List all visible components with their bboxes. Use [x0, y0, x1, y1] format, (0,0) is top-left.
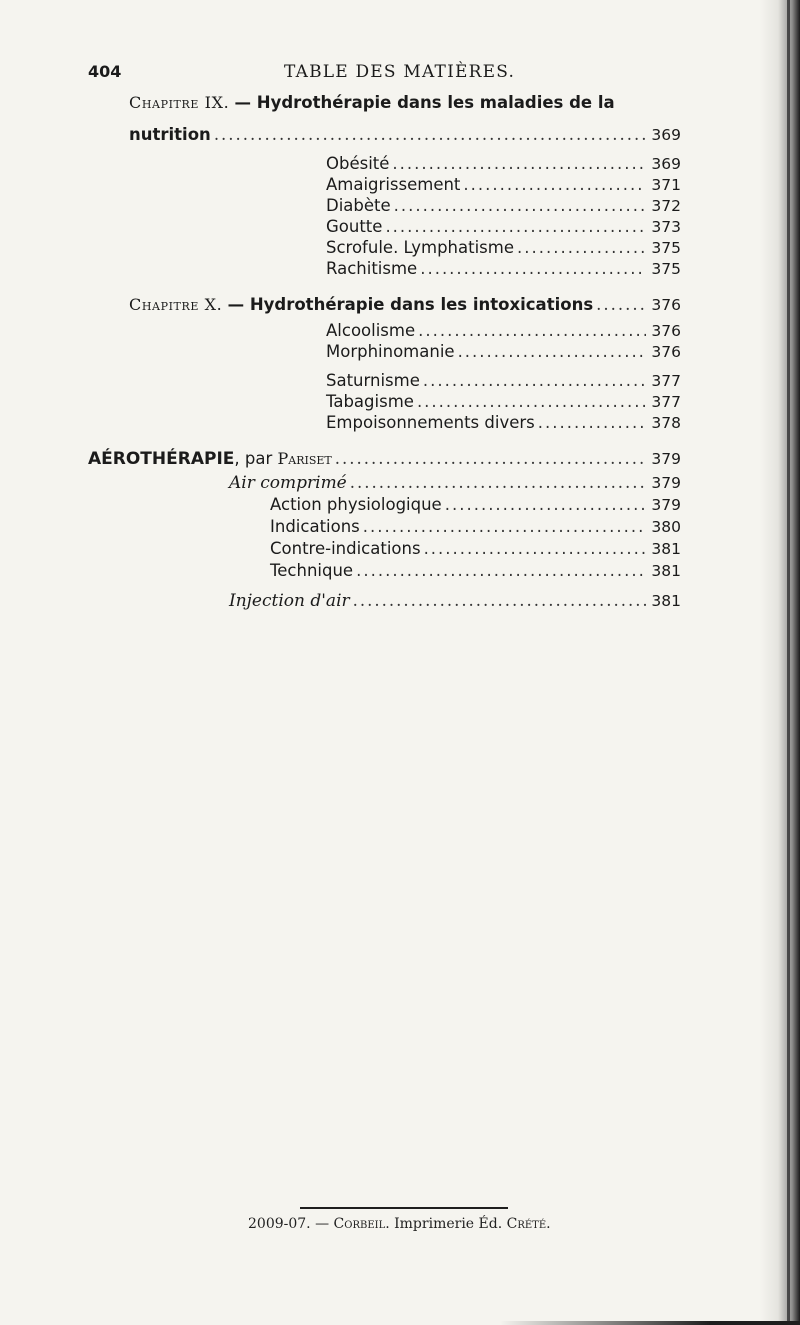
entry-label: Indications [270, 517, 360, 536]
toc-entry[interactable] [326, 341, 681, 363]
dot-leader [392, 153, 646, 175]
page-ref: 381 [651, 540, 681, 558]
toc-entry[interactable] [326, 237, 681, 259]
entry-label: Air comprimé [229, 473, 347, 493]
binding-edge-line [787, 0, 790, 1325]
print-place: Corbeil. [333, 1216, 390, 1232]
toc-entry[interactable] [326, 320, 681, 342]
entry-label: Empoisonnements divers [326, 413, 535, 432]
colophon [248, 1216, 551, 1232]
entry-label: Injection d'air [229, 591, 350, 611]
chapter-ix-title-row[interactable] [129, 124, 681, 146]
toc-entry[interactable] [326, 391, 681, 413]
entry-label: Rachitisme [326, 259, 418, 278]
dot-leader [517, 237, 646, 259]
binding-edge-shadow [760, 0, 800, 1325]
bottom-edge-shadow [500, 1321, 800, 1325]
chapter-ix-title-line2: nutrition [129, 125, 211, 144]
page-ref: 373 [651, 218, 681, 236]
dot-leader [423, 370, 646, 392]
page-ref: 377 [651, 372, 681, 390]
print-code: 2009-07. [248, 1216, 311, 1232]
entry-label: Goutte [326, 217, 383, 236]
dot-leader [420, 258, 646, 280]
page-ref: 379 [651, 474, 681, 492]
chapter-x-title-row[interactable] [129, 294, 681, 316]
page-ref: 376 [651, 296, 681, 314]
chapter-ix-title-line1: — Hydrothérapie dans les maladies de la [234, 93, 615, 112]
page-ref: 369 [651, 155, 681, 173]
toc-entry[interactable] [326, 412, 681, 434]
aerotherapie-heading [88, 448, 332, 470]
entry-label: Tabagisme [326, 392, 414, 411]
page-ref: 372 [651, 197, 681, 215]
entry-label: Amaigrissement [326, 175, 461, 194]
aerotherapie-author: Pariset [277, 449, 332, 468]
page-ref: 376 [651, 322, 681, 340]
page-ref: 371 [651, 176, 681, 194]
page-ref: 369 [651, 126, 681, 144]
toc-entry[interactable] [326, 370, 681, 392]
running-title: TABLE DES MATIÈRES. [284, 62, 516, 82]
page-ref: 377 [651, 393, 681, 411]
aerotherapie-title: AÉROTHÉRAPIE [88, 449, 235, 469]
toc-entry[interactable] [326, 153, 681, 175]
chapter-x-label: Chapitre X. [129, 295, 223, 314]
page-ref: 378 [651, 414, 681, 432]
dot-leader [538, 412, 646, 434]
chapter-ix-heading [129, 92, 615, 114]
toc-entry[interactable] [326, 195, 681, 217]
colophon-rule [300, 1207, 508, 1209]
entry-label: Technique [270, 561, 354, 580]
chapter-ix-label: Chapitre IX. [129, 93, 230, 112]
dot-leader [596, 294, 646, 316]
dot-leader [463, 174, 646, 196]
toc-entry[interactable] [326, 258, 681, 280]
entry-label: Action physiologique [270, 495, 442, 514]
running-head [88, 62, 688, 86]
toc-entry[interactable] [270, 494, 681, 516]
aerotherapie-by: , par [234, 449, 273, 468]
page-ref: 379 [651, 450, 681, 468]
dot-leader [363, 516, 646, 538]
page-ref: 379 [651, 496, 681, 514]
page-number: 404 [88, 62, 122, 81]
entry-label: Diabète [326, 196, 391, 215]
colophon-dash: — [315, 1216, 330, 1232]
dot-leader [394, 195, 646, 217]
dot-leader [356, 560, 646, 582]
chapter-x-heading [129, 294, 593, 316]
air-comprime-row[interactable] [229, 472, 681, 494]
dot-leader [214, 124, 646, 146]
toc-entry[interactable] [326, 216, 681, 238]
toc-entry[interactable] [270, 538, 681, 560]
dot-leader [353, 590, 646, 612]
page-ref: 381 [651, 562, 681, 580]
printer-name: Crété. [506, 1216, 551, 1232]
aerotherapie-row[interactable] [88, 448, 681, 470]
dot-leader [385, 216, 646, 238]
page-ref: 380 [651, 518, 681, 536]
dot-leader [417, 391, 646, 413]
dot-leader [350, 472, 646, 494]
printer-label: Imprimerie Éd. [394, 1216, 503, 1232]
toc-entry[interactable] [270, 560, 681, 582]
entry-label: Scrofule. Lymphatisme [326, 238, 514, 257]
entry-label: Contre-indications [270, 539, 421, 558]
dot-leader [445, 494, 646, 516]
dot-leader [424, 538, 646, 560]
entry-label: Morphinomanie [326, 342, 455, 361]
entry-label: Obésité [326, 154, 390, 173]
page-ref: 381 [651, 592, 681, 610]
page-ref: 376 [651, 343, 681, 361]
toc-entry[interactable] [326, 174, 681, 196]
dot-leader [335, 448, 646, 470]
page-ref: 375 [651, 260, 681, 278]
entry-label: Alcoolisme [326, 321, 416, 340]
page-ref: 375 [651, 239, 681, 257]
injection-row[interactable] [229, 590, 681, 612]
entry-label: Saturnisme [326, 371, 420, 390]
dot-leader [458, 341, 646, 363]
dot-leader [418, 320, 646, 342]
chapter-x-title: — Hydrothérapie dans les intoxications [227, 295, 594, 314]
toc-entry[interactable] [270, 516, 681, 538]
